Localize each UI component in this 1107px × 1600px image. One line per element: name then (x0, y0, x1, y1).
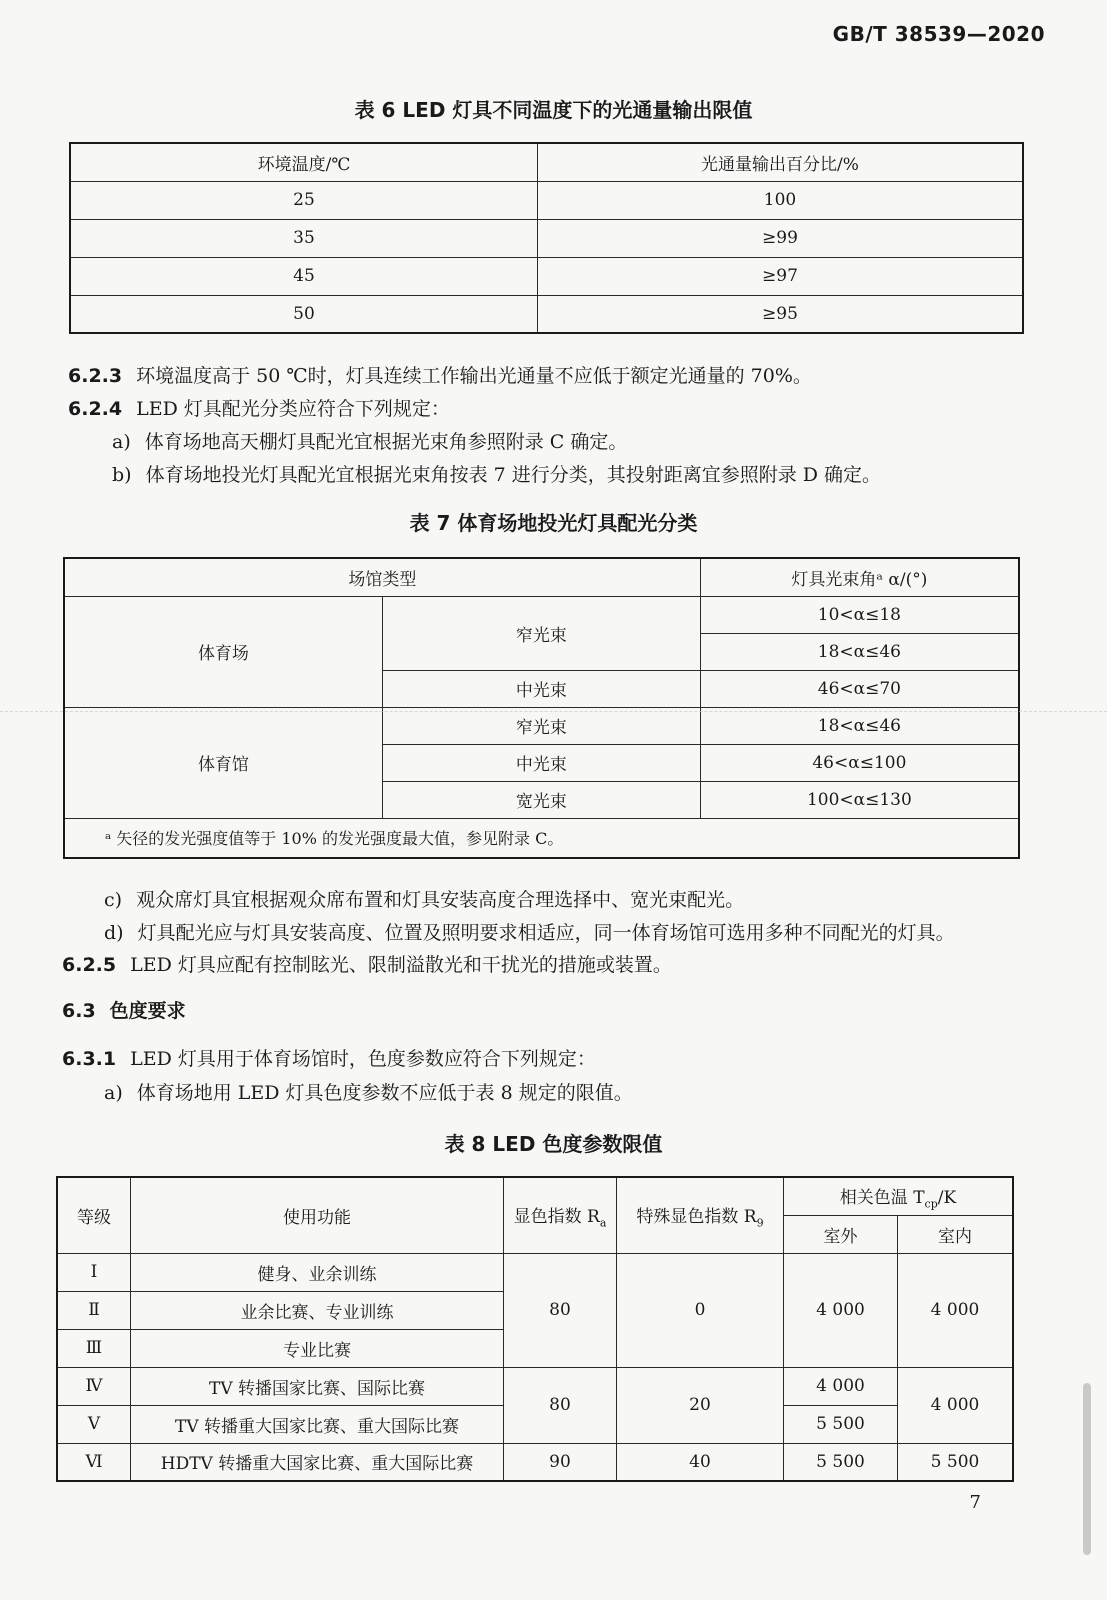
table8-cct-indoor: 4 000 (898, 1367, 1014, 1443)
table8-header-r9 (617, 1177, 784, 1253)
table8-cct-indoor: 5 500 (898, 1443, 1014, 1481)
table8-r9: 0 (617, 1253, 784, 1367)
table8-ra: 90 (504, 1443, 617, 1481)
table6-cell-temp: 45 (70, 257, 538, 295)
table8-header-indoor: 室内 (898, 1215, 1014, 1253)
table6 (69, 142, 1024, 334)
table-row (57, 1367, 1013, 1405)
scrollbar[interactable] (1083, 1383, 1091, 1555)
table6-cell-pct: ≥97 (538, 257, 1024, 295)
table7-angle: 100<α≤130 (700, 781, 1019, 818)
table7-angle: 18<α≤46 (700, 707, 1019, 744)
table8-cct-indoor: 4 000 (898, 1253, 1014, 1367)
table7-beam-type: 宽光束 (382, 781, 700, 818)
table8-level: Ⅱ (57, 1291, 131, 1329)
table7-note-row (64, 818, 1019, 858)
table7-header-row (64, 558, 1019, 596)
header-text: 显色指数 R (513, 1206, 600, 1227)
list-item-a (112, 427, 627, 454)
table8-header-level: 等级 (57, 1177, 131, 1253)
table7-footnote: ᵃ 矢径的发光强度值等于 10% 的发光强度最大值，参见附录 C。 (64, 818, 1019, 858)
table6-cell-pct: ≥99 (538, 219, 1024, 257)
table8 (56, 1176, 1014, 1482)
clause-6-3-1 (62, 1044, 596, 1071)
table7-beam-type: 中光束 (382, 670, 700, 707)
list-item-d (104, 918, 955, 945)
table8-cct-outdoor: 4 000 (784, 1253, 898, 1367)
table8-use: 健身、业余训练 (131, 1253, 504, 1291)
table8-level: Ⅵ (57, 1443, 131, 1481)
clause-number: 6.3.1 (62, 1048, 117, 1070)
table6-cell-temp: 35 (70, 219, 538, 257)
table8-caption: 表 8 LED 色度参数限值 (444, 1132, 663, 1156)
table8-use: TV 转播国家比赛、国际比赛 (131, 1367, 504, 1405)
table7-angle: 46<α≤100 (700, 744, 1019, 781)
clause-6-2-3 (68, 361, 812, 388)
table7-angle: 10<α≤18 (700, 596, 1019, 633)
table7-header-venue: 场馆类型 (64, 558, 700, 596)
clause-text: LED 灯具用于体育场馆时，色度参数应符合下列规定： (130, 1048, 596, 1070)
section-title: 色度要求 (109, 1000, 186, 1022)
table8-level: Ⅲ (57, 1329, 131, 1367)
table7-angle: 18<α≤46 (700, 633, 1019, 670)
table6-header-temp: 环境温度/℃ (70, 143, 538, 181)
table8-ra: 80 (504, 1253, 617, 1367)
list-text: 灯具配光应与灯具安装高度、位置及照明要求相适应，同一体育场馆可选用多种不同配光的灯具。 (137, 922, 955, 944)
table-row (70, 219, 1023, 257)
page-number: 7 (969, 1492, 981, 1513)
table8-ra: 80 (504, 1367, 617, 1443)
list-item-b (112, 460, 881, 487)
list-label: a) (112, 431, 131, 453)
table8-cct-outdoor: 5 500 (784, 1443, 898, 1481)
table8-r9: 40 (617, 1443, 784, 1481)
clause-number: 6.2.4 (68, 398, 123, 420)
table8-r9: 20 (617, 1367, 784, 1443)
header-subscript: 9 (756, 1215, 764, 1229)
table8-level: Ⅰ (57, 1253, 131, 1291)
table8-use: HDTV 转播重大国家比赛、重大国际比赛 (131, 1443, 504, 1481)
table8-level: Ⅳ (57, 1367, 131, 1405)
list-item-a2 (104, 1078, 633, 1105)
table8-header-row (57, 1177, 1013, 1215)
standard-number: GB/T 38539—2020 (832, 22, 1045, 46)
table-row (57, 1443, 1013, 1481)
table-row (57, 1253, 1013, 1291)
table6-header-pct: 光通量输出百分比/% (538, 143, 1024, 181)
table7 (63, 557, 1020, 859)
clause-number: 6.2.3 (68, 365, 123, 387)
table8-use: TV 转播重大国家比赛、重大国际比赛 (131, 1405, 504, 1443)
table7-beam-type: 中光束 (382, 744, 700, 781)
list-text: 体育场地高天棚灯具配光宜根据光束角参照附录 C 确定。 (144, 431, 628, 453)
table-row (64, 596, 1019, 633)
header-text: 相关色温 T (839, 1187, 925, 1208)
header-unit: /K (937, 1187, 957, 1208)
table-row (64, 707, 1019, 744)
table7-caption: 表 7 体育场地投光灯具配光分类 (409, 511, 698, 535)
table8-header-use: 使用功能 (131, 1177, 504, 1253)
table7-beam-type: 窄光束 (382, 596, 700, 670)
table7-header-angle: 灯具光束角ᵃ α/(°) (700, 558, 1019, 596)
table8-use: 专业比赛 (131, 1329, 504, 1367)
header-subscript: cp (924, 1196, 938, 1210)
table8-header-cct (784, 1177, 1014, 1215)
table6-cell-pct: ≥95 (538, 295, 1024, 333)
table8-header-outdoor: 室外 (784, 1215, 898, 1253)
scan-line (0, 711, 1107, 712)
clause-text: 环境温度高于 50 ℃时，灯具连续工作输出光通量不应低于额定光通量的 70%。 (136, 365, 812, 387)
list-text: 体育场地投光灯具配光宜根据光束角按表 7 进行分类，其投射距离宜参照附录 D 确定。 (145, 464, 882, 486)
list-item-c (104, 885, 744, 912)
table-row (70, 257, 1023, 295)
header-text: 特殊显色指数 R (636, 1206, 757, 1227)
clause-6-2-4 (68, 394, 450, 421)
section-number: 6.3 (62, 1000, 96, 1022)
table-row (70, 181, 1023, 219)
table6-header-row (70, 143, 1023, 181)
list-text: 体育场地用 LED 灯具色度参数不应低于表 8 规定的限值。 (136, 1082, 633, 1104)
table6-cell-temp: 25 (70, 181, 538, 219)
table6-cell-pct: 100 (538, 181, 1024, 219)
table8-use: 业余比赛、专业训练 (131, 1291, 504, 1329)
clause-text: LED 灯具应配有控制眩光、限制溢散光和干扰光的措施或装置。 (130, 954, 672, 976)
table7-beam-type: 窄光束 (382, 707, 700, 744)
table8-header-ra (504, 1177, 617, 1253)
table8-cct-outdoor: 4 000 (784, 1367, 898, 1405)
clause-text: LED 灯具配光分类应符合下列规定： (136, 398, 450, 420)
table8-level: Ⅴ (57, 1405, 131, 1443)
clause-number: 6.2.5 (62, 954, 117, 976)
list-text: 观众席灯具宜根据观众席布置和灯具安装高度合理选择中、宽光束配光。 (136, 889, 745, 911)
table8-cct-outdoor: 5 500 (784, 1405, 898, 1443)
table6-caption: 表 6 LED 灯具不同温度下的光通量输出限值 (354, 98, 753, 122)
table7-venue-gym: 体育馆 (64, 707, 382, 818)
list-label: b) (112, 464, 132, 486)
list-label: c) (104, 889, 123, 911)
table-row (70, 295, 1023, 333)
table7-angle: 46<α≤70 (700, 670, 1019, 707)
header-subscript: a (599, 1215, 607, 1229)
list-label: a) (104, 1082, 123, 1104)
list-label: d) (104, 922, 124, 944)
table7-venue-stadium: 体育场 (64, 596, 382, 707)
table6-cell-temp: 50 (70, 295, 538, 333)
clause-6-2-5 (62, 950, 672, 977)
section-6-3-heading (62, 996, 186, 1023)
